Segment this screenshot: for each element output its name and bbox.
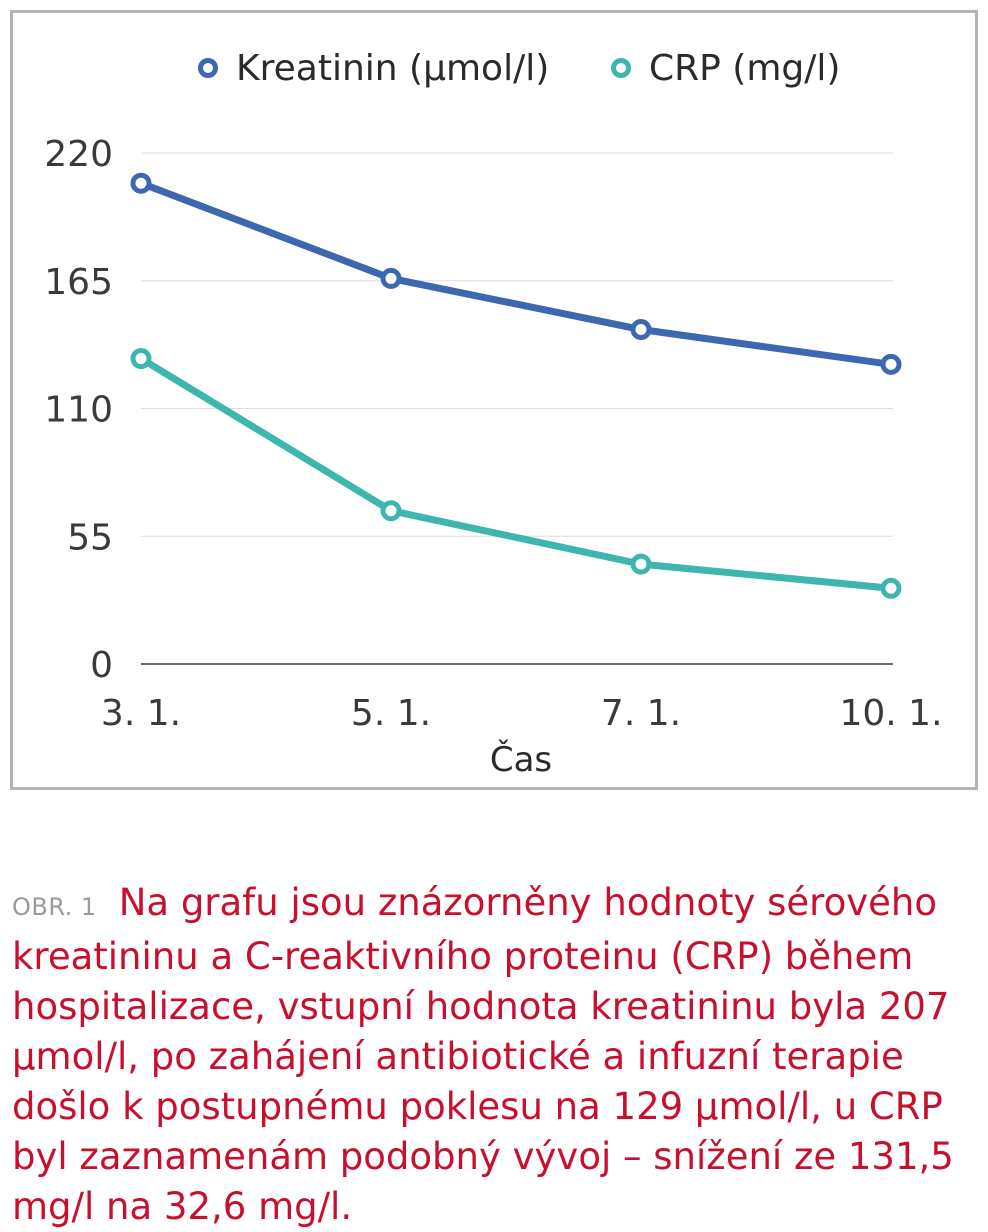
data-point <box>883 356 899 372</box>
y-tick-label: 165 <box>44 261 113 303</box>
legend-item <box>614 48 841 89</box>
data-point <box>133 351 149 367</box>
caption-text: Na grafu jsou znázorněny hodnoty sérového kreatininu a C-reaktivního proteinu (CRP) během hospitalizace, vstupní hodnota kreatininu byla 207 µmol/l, po zahájení antibiotické a infuzní terapie došlo k postupnému poklesu na 129 µmol/l, u CRP byl zaznamenám podobný vývoj – snížení ze 131,5 mg/l na 32,6 mg/l. <box>12 881 954 1228</box>
series-line <box>141 359 891 589</box>
y-tick-label: 55 <box>67 517 113 559</box>
data-point <box>883 580 899 596</box>
legend <box>201 48 841 89</box>
y-tick-label: 220 <box>44 134 113 175</box>
y-tick-label: 110 <box>44 389 113 431</box>
data-point <box>383 270 399 286</box>
data-point <box>133 175 149 191</box>
data-point <box>633 322 649 338</box>
data-point <box>383 503 399 519</box>
x-tick-label: 10. 1. <box>839 693 943 734</box>
legend-label: Kreatinin (µmol/l) <box>236 48 550 89</box>
legend-marker <box>614 61 629 76</box>
legend-label: CRP (mg/l) <box>649 48 841 89</box>
series-0 <box>133 175 899 372</box>
figure-caption <box>12 878 978 1232</box>
x-axis-title: Čas <box>489 740 553 780</box>
x-tick-label: 5. 1. <box>350 693 432 734</box>
y-tick-label: 0 <box>90 645 113 686</box>
series-1 <box>133 351 899 597</box>
series-layer <box>133 175 899 596</box>
figure-label: OBR. 1 <box>12 893 97 921</box>
x-tick-label: 3. 1. <box>100 693 182 734</box>
chart-frame <box>10 10 978 790</box>
legend-item <box>201 48 550 89</box>
line-chart <box>13 13 975 787</box>
axis-layer <box>44 134 942 734</box>
series-line <box>141 183 891 364</box>
x-tick-label: 7. 1. <box>600 693 682 734</box>
legend-marker <box>201 61 216 76</box>
data-point <box>633 556 649 572</box>
